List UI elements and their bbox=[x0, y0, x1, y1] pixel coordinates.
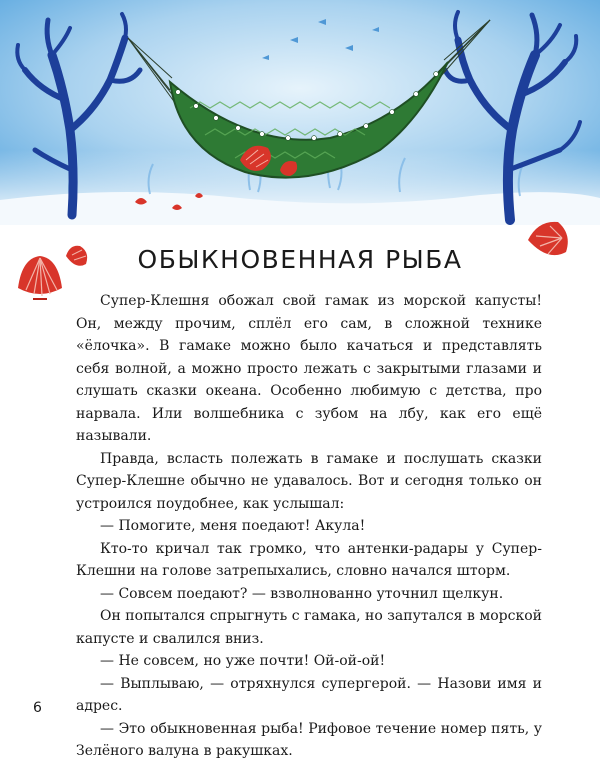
paragraph: Он попытался спрыгнуть с гамака, но запутался в морской капусте и свалился вниз. bbox=[76, 608, 542, 647]
paragraph: — Помогите, меня поедают! Акула! bbox=[100, 518, 366, 534]
paragraph: Правда, всласть полежать в гамаке и послушать сказки Супер-Клешне обычно не удавалось. Вот и сегодня только он устроился поудобнее, как услышал: bbox=[76, 450, 542, 512]
page-title: ОБЫКНОВЕННАЯ РЫБА bbox=[137, 244, 463, 274]
paragraph: — Не совсем, но уже почти! Ой-ой-ой! bbox=[100, 653, 386, 669]
page-number: 6 bbox=[33, 700, 42, 716]
paragraph: — Это обыкновенная рыба! Рифовое течение номер пять, у Зелёного валуна в ракушках. bbox=[76, 720, 542, 759]
paragraph: — Выплываю, — отряхнулся супергерой. — Назови имя и адрес. bbox=[76, 675, 542, 714]
paragraph: — Совсем поедают? — взволнованно уточнил щелкун. bbox=[100, 585, 504, 602]
paragraph: Кто-то кричал так громко, что антенки-радары у Супер-Клешни на голове затрепыхались, словно начался шторм. bbox=[76, 540, 542, 579]
paragraph: Супер-Клешня обожал свой гамак из морской капусты! Он, между прочим, сплёл его сам, в сложной технике «ёлочка». В гамаке можно было качаться и представлять себя волной, а можно просто лежать с закрытыми глазами и слушать сказки океана. Особенно любимую с детства, про нарвала. Или волшебника с зубом на лбу, как его ещё называли. bbox=[76, 293, 542, 444]
story-text bbox=[76, 290, 542, 763]
